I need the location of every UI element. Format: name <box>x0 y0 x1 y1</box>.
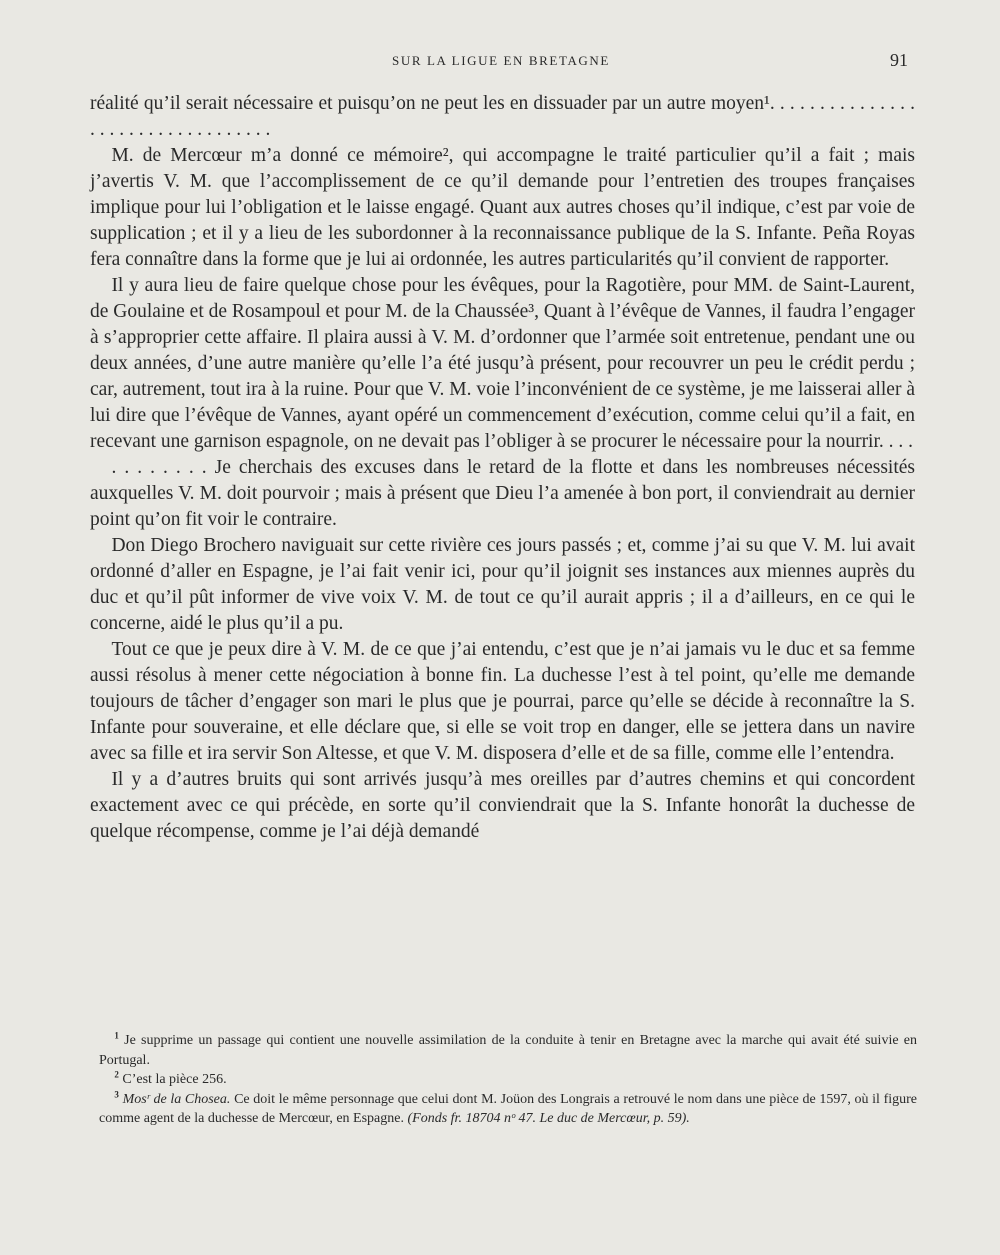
paragraph: M. de Mercœur m’a donné ce mémoire², qui accompagne le traité particulier qu’il a fait ; mais j’avertis V. M. que l’accomplissement de ce qu’il demande pour l’entretien des troupes françaises implique pour lui l’obligation et le laisse engagé. Quant aux autres choses qu’il indique, c’est par voie de supplication ; et il y a lieu de les subordonner à la reconnaissance publique de la S. Infante. Peña Royas fera connaître dans la forme que je lui ai ordonnée, les autres particularités qu’il convient de rapporter. <box>90 145 915 270</box>
paragraph: Il y a d’autres bruits qui sont arrivés jusqu’à mes oreilles par d’autres chemins et qui concordent exactement avec ce qui précède, en sorte qu’il conviendrait que la S. Infante honorât la duchesse de quelque récompense, comme je l’ai déjà demandé <box>90 769 915 842</box>
footnotes <box>99 1031 917 1129</box>
paragraph: réalité qu’il serait nécessaire et puisqu’on ne peut les en dissuader par un autre moyen¹. . . . . . . . . . . . . . . . . . . . . . . . . . . . . . . . . . <box>90 93 915 140</box>
footnote <box>99 1070 917 1090</box>
paragraph: . . . . . . . . Je cherchais des excuses dans le retard de la flotte et dans les nombreuses nécessités auxquelles V. M. doit pourvoir ; mais à présent que Dieu l’a amenée à bon port, il conviendrait au dernier point qu’on fit voir le contraire. <box>90 457 915 530</box>
paragraph: Don Diego Brochero naviguait sur cette rivière ces jours passés ; et, comme j’ai su que V. M. lui avait ordonné d’aller en Espagne, je l’ai fait venir ici, pour qu’il joignit ses instances aux miennes auprès du duc et qu’il pût informer de vive voix V. M. de tout ce qu’il aurait appris ; il a d’ailleurs, en ce qui le concerne, aidé le plus qu’il a pu. <box>90 535 915 634</box>
footnote-source: (Fonds fr. 18704 nᵒ 47. Le duc de Mercœur, p. 59). <box>407 1111 690 1126</box>
running-head <box>90 50 912 72</box>
footnote-text: C’est la pièce 256. <box>122 1072 227 1087</box>
paragraph: Tout ce que je peux dire à V. M. de ce que j’ai entendu, c’est que je n’ai jamais vu le duc et sa femme aussi résolus à mener cette négociation à bonne fin. La duchesse l’est à tel point, qu’elle me demande toujours de tâcher d’engager son mari le plus que je pourrai, parce qu’elle se décide à reconnaître la S. Infante pour souveraine, et elle déclare que, si elle se voit trop en danger, elle se jettera dans un navire avec sa fille et ira servir Son Altesse, et que V. M. disposera d’elle et de sa fille, comme elle l’entendra. <box>90 639 915 764</box>
paragraph: Il y aura lieu de faire quelque chose pour les évêques, pour la Ragotière, pour MM. de Saint-Laurent, de Goulaine et de Rosampoul et pour M. de la Chaussée³, Quant à l’évêque de Vannes, il faudra l’engager à s’approprier cette affaire. Il plaira aussi à V. M. d’ordonner que l’armée soit entretenue, pendant une ou deux années, d’une autre manière qu’elle l’a été jusqu’à présent, pour recouvrer un peu le crédit perdu ; car, autrement, tout ira à la ruine. Pour que V. M. voie l’inconvénient de ce système, je me laisserai aller à lui dire que l’évêque de Vannes, ayant opéré un commencement d’exécution, comme celui qu’il a fait, en recevant une garnison espagnole, on ne devait pas l’obliger à se procurer le nécessaire pour la nourrir. . . . <box>90 275 915 452</box>
footnote-mark: 1 <box>114 1030 119 1041</box>
running-title: SUR LA LIGUE EN BRETAGNE <box>392 53 610 68</box>
footnote-mark: 3 <box>114 1088 119 1099</box>
body-text <box>90 91 915 845</box>
page-number: 91 <box>890 50 908 70</box>
footnote <box>99 1031 917 1070</box>
footnote-mark: 2 <box>114 1069 119 1080</box>
footnote-text: Je supprime un passage qui contient une nouvelle assimilation de la conduite à tenir en Bretagne avec la marche qui avait été suivie en Portugal. <box>99 1033 917 1068</box>
footnote-lead: Mosʳ de la Chosea. <box>122 1091 231 1107</box>
footnote <box>99 1090 917 1129</box>
footnote-text: Ce doit le même personnage que celui dont M. Joüon des Longrais a retrouvé le nom dans une pièce de 1597, où il figure comme agent de la duchesse de Mercœur, en Espagne. <box>99 1091 918 1126</box>
